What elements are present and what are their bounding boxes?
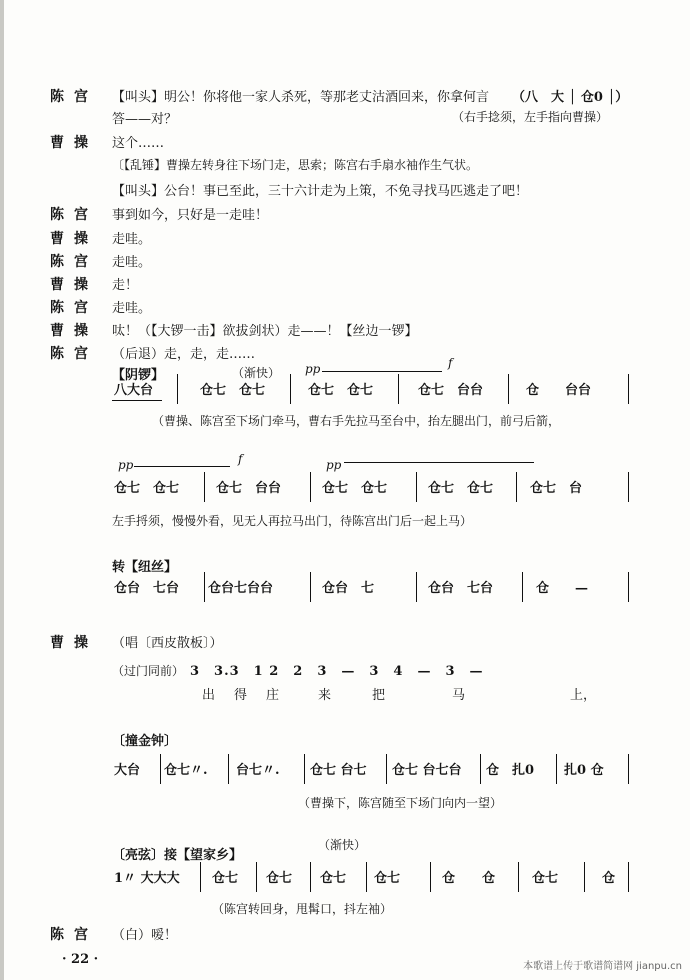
section-label: 〔亮弦〕接【望家乡】 [112, 848, 243, 863]
section-label: 转【纽丝】 [112, 560, 178, 575]
section-label: 〔撞金钟〕 [112, 734, 178, 749]
lyric: 上， [570, 688, 597, 703]
barline [416, 572, 417, 602]
crescendo-line [134, 466, 230, 467]
measure: 仓七 仓七 [308, 383, 374, 398]
measure: 仓七 仓七 [322, 481, 388, 496]
crescendo-line [344, 462, 534, 463]
lyric: 出 [202, 688, 216, 703]
speaker-chen: 陈宫 [50, 254, 98, 270]
stage-direction: （曹操下，陈宫随至下场门向内一望） [298, 796, 503, 810]
barline [522, 572, 523, 602]
jianpu-notes: 3 3.3 1 2 2 3 — 3 4 — 3 — [190, 664, 484, 679]
beat-underline [112, 400, 162, 401]
dynamic-f: f [238, 452, 243, 466]
speaker-cao: 曹操 [50, 635, 98, 651]
speaker-chen: 陈宫 [50, 89, 98, 105]
lyric: 把 [372, 688, 386, 703]
dialogue-line: 事到如今，只好是一走哇！ [112, 208, 269, 223]
measure: 仓 台台 [526, 383, 592, 398]
barline [160, 754, 161, 784]
percussion-row [112, 754, 632, 780]
dynamic-f: f [448, 356, 453, 370]
measure: 仓七 台台 [216, 481, 282, 496]
measure: 仓七 [320, 871, 347, 886]
measure: 仓 [442, 871, 456, 886]
barline [628, 754, 629, 784]
tempo-mark: （渐快） [318, 838, 367, 852]
measure: 1〃 大大大 [114, 871, 180, 886]
barline [518, 862, 519, 892]
measure: 仓台 七台 [114, 581, 180, 596]
interlude-note: （过门同前） [112, 664, 185, 678]
speaker-cao: 曹操 [50, 323, 98, 339]
measure: 仓七 仓七 [200, 383, 266, 398]
barline [628, 572, 629, 602]
barline [310, 862, 311, 892]
dialogue-line: 呔！（【大锣一击】欲拔剑状）走——！【丝边一锣】 [112, 324, 418, 339]
sing-direction: （唱〔西皮散板〕） [112, 636, 223, 651]
barline [628, 472, 629, 502]
dialogue-line: 走哇。 [112, 255, 152, 270]
measure: 仓 扎0 [486, 763, 535, 778]
measure: 仓七 [266, 871, 293, 886]
dialogue-line: 走！ [112, 278, 139, 293]
barline [430, 862, 431, 892]
measure: 仓七 [532, 871, 559, 886]
percussion-row [112, 374, 632, 400]
barline [556, 754, 557, 784]
barline [508, 374, 509, 404]
stage-direction: 左手捋须，慢慢外看，见无人再拉马出门，待陈宫出门后一起上马） [112, 514, 473, 528]
barline [228, 754, 229, 784]
barline [416, 472, 417, 502]
measure: 仓 — [536, 581, 589, 596]
measure: 扎0 仓 [564, 763, 604, 778]
barline [628, 862, 629, 892]
dialogue-line: 【叫头】公台！事已至此，三十六计走为上策，不免寻找马匹逃走了吧！ [112, 184, 529, 199]
barline [480, 754, 481, 784]
speaker-cao: 曹操 [50, 231, 98, 247]
barline [398, 374, 399, 404]
dialogue-line: （后退）走，走，走…… [112, 347, 256, 362]
percussion-cue: （八 大 │ 仓0 │） [512, 90, 629, 105]
stage-direction: （右手捻须，左手指向曹操） [452, 110, 609, 124]
dialogue-line: 走哇。 [112, 301, 152, 316]
measure: 仓台七台台 [208, 581, 274, 596]
percussion-row [112, 572, 632, 598]
barline [386, 754, 387, 784]
tempo-mark: （渐快） [232, 366, 281, 380]
barline [204, 572, 205, 602]
measure: 仓 [602, 871, 616, 886]
dynamic-pp: pp [305, 362, 321, 376]
percussion-row [112, 862, 632, 888]
measure: 仓台 七台 [428, 581, 494, 596]
dialogue-line: 答——对？ [112, 112, 178, 127]
dynamic-pp: pp [326, 458, 342, 472]
dialogue-line: 【叫头】明公！你将他一家人杀死，等那老丈沽酒回来，你拿何言 [112, 90, 490, 105]
barline [304, 754, 305, 784]
speaker-chen: 陈宫 [50, 207, 98, 223]
percussion-row [112, 472, 632, 498]
barline [200, 862, 201, 892]
lyric: 马 [452, 688, 466, 703]
barline [310, 572, 311, 602]
barline [584, 862, 585, 892]
lyric: 得 [234, 688, 248, 703]
measure: 仓七 台七 [310, 763, 367, 778]
measure: 仓七 台七台 [392, 763, 462, 778]
barline [290, 374, 291, 404]
stage-direction: 〔【乱锤】曹操左转身往下场门走，思索；陈宫右手扇水袖作生气状。 [112, 158, 479, 172]
barline [366, 862, 367, 892]
barline [177, 374, 178, 404]
stage-direction: （陈宫转回身，甩髯口，抖左袖） [212, 902, 393, 916]
dialogue-line: （白）嗳！ [112, 928, 178, 943]
measure: 仓七 台 [530, 481, 583, 496]
speaker-cao: 曹操 [50, 135, 98, 151]
stage-direction: （曹操、陈宫至下场门牵马，曹右手先拉马至台中，抬左腿出门，前弓后箭， [152, 414, 561, 428]
lyric: 庄 [266, 688, 280, 703]
barline [204, 472, 205, 502]
speaker-chen: 陈宫 [50, 927, 98, 943]
measure: 仓 [482, 871, 496, 886]
dialogue-line: 走哇。 [112, 232, 152, 247]
barline [628, 374, 629, 404]
measure: 仓七 仓七 [428, 481, 494, 496]
speaker-chen: 陈宫 [50, 346, 98, 362]
measure: 八大台 [114, 383, 154, 398]
measure: 台七〃. [236, 763, 280, 778]
dynamic-pp: pp [118, 458, 134, 472]
page-number: · 22 · [62, 952, 99, 967]
speaker-cao: 曹操 [50, 277, 98, 293]
dialogue-line: 这个…… [112, 136, 165, 151]
measure: 仓七 仓七 [114, 481, 180, 496]
measure: 仓七 台台 [418, 383, 484, 398]
watermark: 本歌谱上传于歌谱简谱网 jianpu.cn [523, 961, 682, 972]
barline [310, 472, 311, 502]
lyric: 来 [318, 688, 332, 703]
crescendo-line [322, 371, 442, 372]
speaker-chen: 陈宫 [50, 300, 98, 316]
measure: 仓七 [374, 871, 401, 886]
section-label: 【阴锣】 [112, 368, 165, 383]
measure: 大台 [114, 763, 141, 778]
barline [256, 862, 257, 892]
measure: 仓七 [212, 871, 239, 886]
measure: 仓台 七 [322, 581, 375, 596]
measure: 仓七〃. [164, 763, 208, 778]
barline [516, 472, 517, 502]
